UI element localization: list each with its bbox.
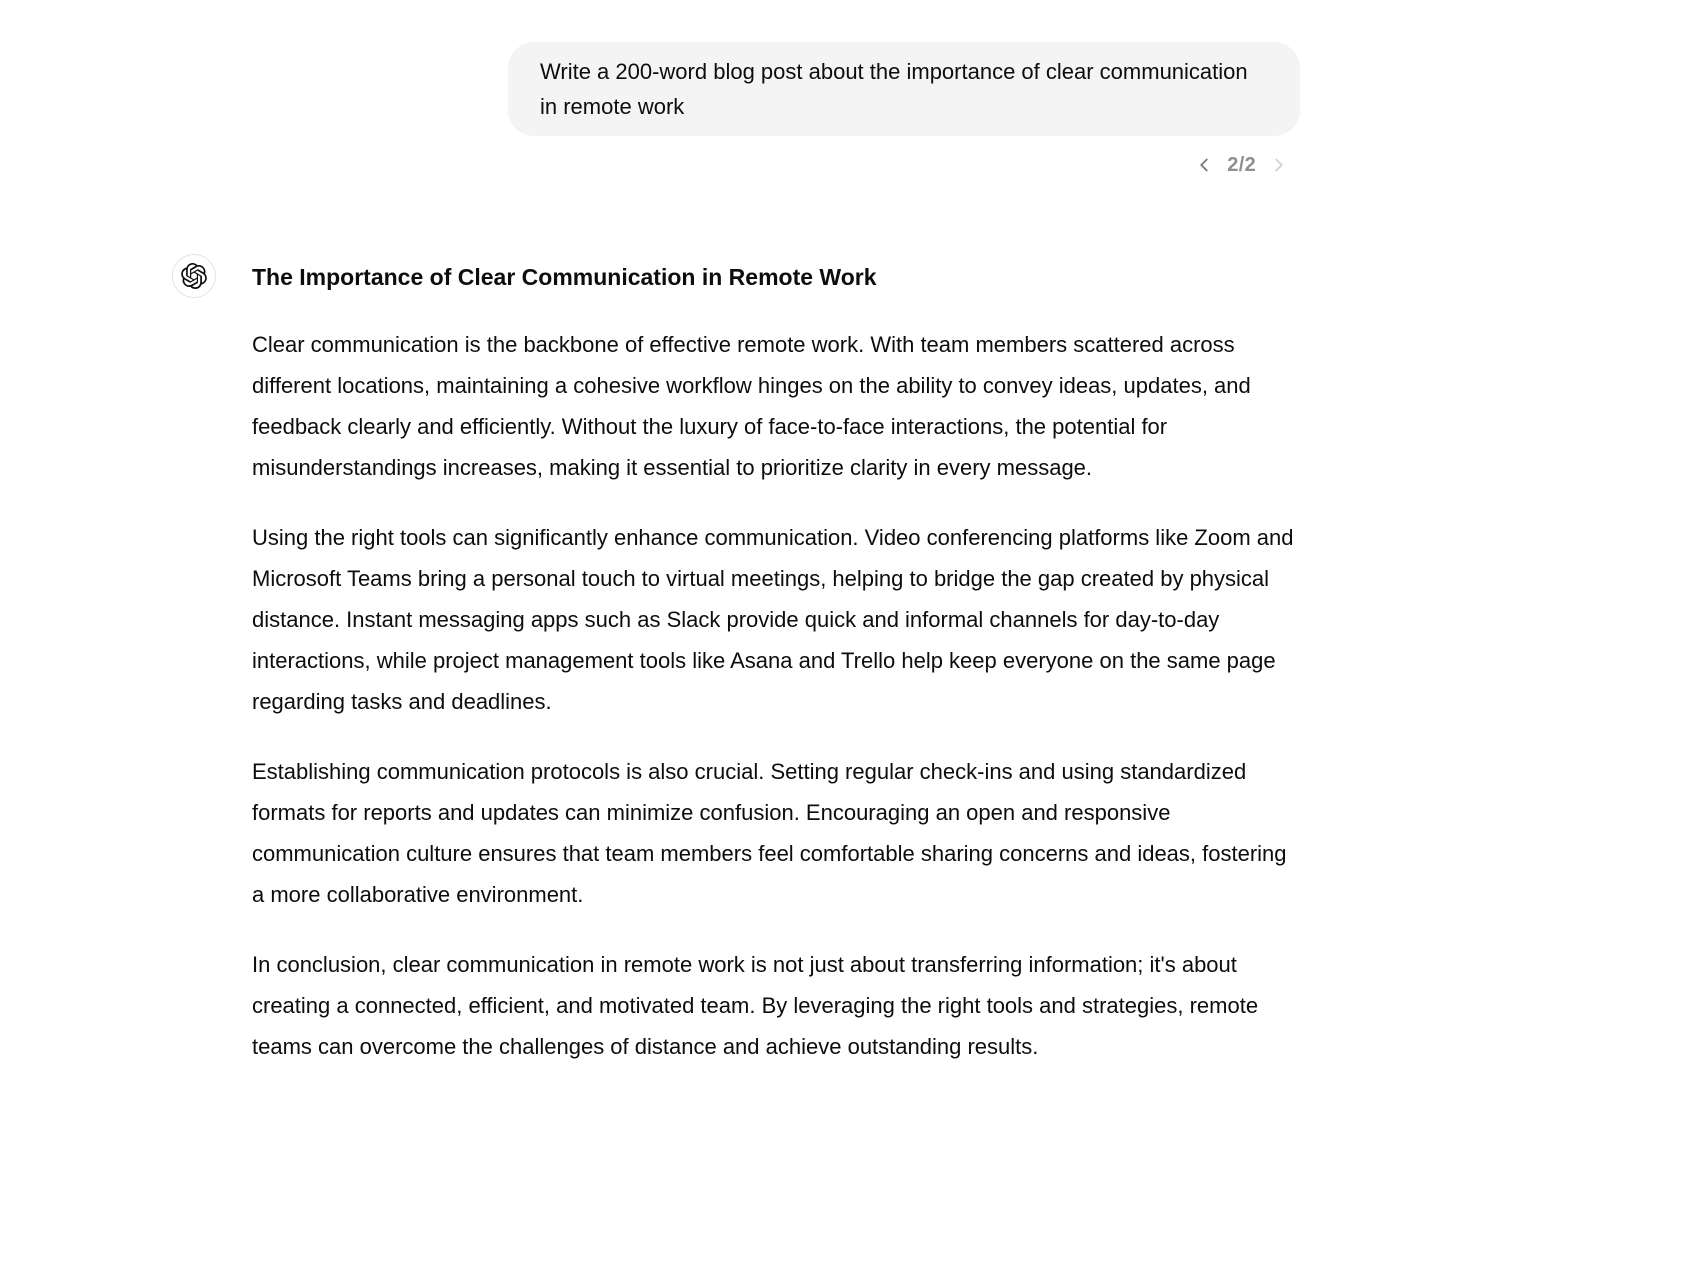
user-message-bubble	[508, 42, 1300, 136]
response-heading: The Importance of Clear Communication in Remote Work	[252, 264, 877, 290]
chevron-left-icon	[1193, 154, 1215, 176]
assistant-message-row	[172, 254, 1300, 1067]
conversation-thread	[172, 0, 1300, 1067]
user-message-row	[172, 42, 1300, 136]
response-paragraph-2: Using the right tools can significantly enhance communication. Video conferencing platforms like Zoom and Microsoft Teams bring a personal touch to virtual meetings, helping to bridge the gap created by physical distance. Instant messaging apps such as Slack provide quick and informal channels for day-to-day interactions, while project management tools like Asana and Trello help keep everyone on the same page regarding tasks and deadlines.	[252, 525, 1294, 714]
user-message-text: Write a 200-word blog post about the importance of clear communication in remote work	[540, 59, 1248, 119]
response-pagination	[172, 150, 1294, 180]
response-paragraph-3: Establishing communication protocols is also crucial. Setting regular check-ins and using standardized formats for reports and updates can minimize confusion. Encouraging an open and responsive communication culture ensures that team members feel comfortable sharing concerns and ideas, fostering a more collaborative environment.	[252, 759, 1287, 907]
chevron-right-icon	[1268, 154, 1290, 176]
next-response-button[interactable]	[1264, 150, 1294, 180]
pagination-label: 2/2	[1227, 153, 1256, 176]
response-paragraph-4: In conclusion, clear communication in remote work is not just about transferring information; it's about creating a connected, efficient, and motivated team. By leveraging the right tools and strategies, remote teams can overcome the challenges of distance and achieve outstanding results.	[252, 952, 1259, 1059]
assistant-message-content	[252, 254, 1300, 1067]
assistant-avatar	[172, 254, 216, 298]
previous-response-button[interactable]	[1189, 150, 1219, 180]
openai-logo-icon	[181, 263, 207, 289]
response-paragraph-1: Clear communication is the backbone of effective remote work. With team members scattered across different locations, maintaining a cohesive workflow hinges on the ability to convey ideas, updates, and feedback clearly and efficiently. Without the luxury of face-to-face interactions, the potential for misunderstandings increases, making it essential to prioritize clarity in every message.	[252, 332, 1251, 480]
